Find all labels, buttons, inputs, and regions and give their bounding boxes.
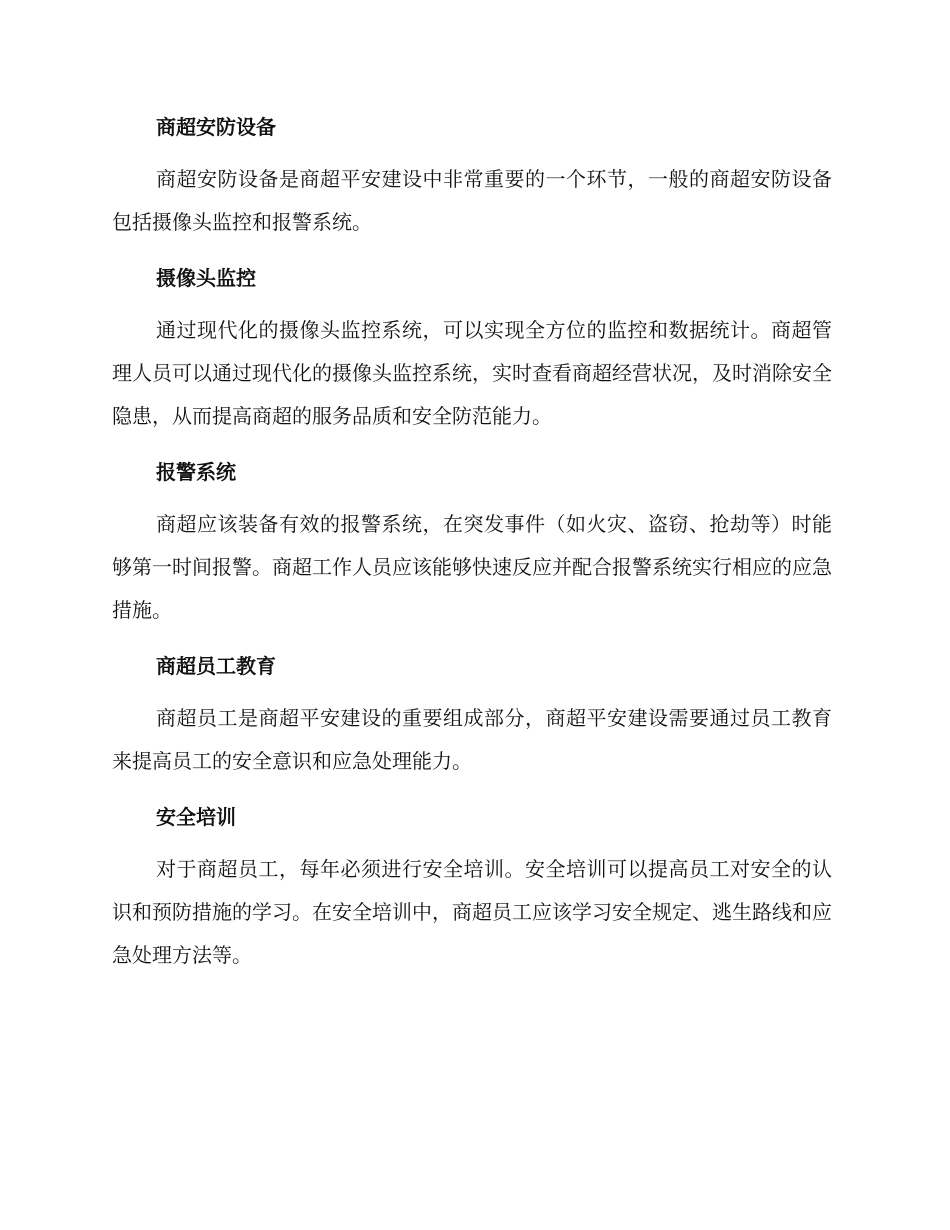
section-paragraph: 通过现代化的摄像头监控系统，可以实现全方位的监控和数据统计。商超管理人员可以通过现代化的摄像头监控系统，实时查看商超经营状况，及时消除安全隐患，从而提高商超的服务品质和安全防范能力。 — [112, 318, 832, 428]
section-paragraph: 商超员工是商超平安建设的重要组成部分，商超平安建设需要通过员工教育来提高员工的安全意识和应急处理能力。 — [112, 706, 832, 773]
section-heading: 商超员工教育 — [156, 654, 276, 678]
section-paragraph: 商超应该装备有效的报警系统，在突发事件（如火灾、盗窃、抢劫等）时能够第一时间报警。商超工作人员应该能够快速反应并配合报警系统实行相应的应急措施。 — [112, 512, 832, 622]
section-paragraph: 商超安防设备是商超平安建设中非常重要的一个环节，一般的商超安防设备包括摄像头监控和报警系统。 — [112, 167, 832, 234]
section-heading: 摄像头监控 — [156, 266, 256, 290]
section-heading: 报警系统 — [156, 460, 236, 484]
section-heading: 商超安防设备 — [156, 115, 276, 139]
section-heading: 安全培训 — [156, 805, 236, 829]
section-paragraph: 对于商超员工，每年必须进行安全培训。安全培训可以提高员工对安全的认识和预防措施的学习。在安全培训中，商超员工应该学习安全规定、逃生路线和应急处理方法等。 — [112, 857, 832, 967]
document-body — [112, 108, 832, 977]
